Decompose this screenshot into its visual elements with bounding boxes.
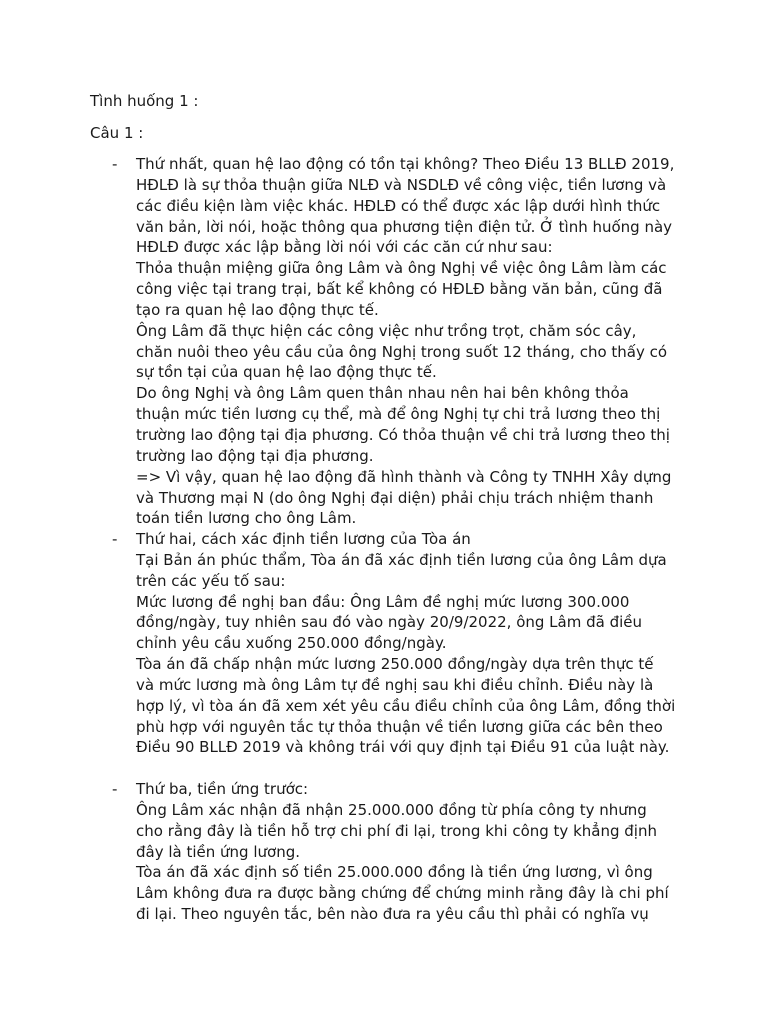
text-line: Lâm không đưa ra được bằng chứng để chứng minh rằng đây là chi phí [136, 884, 669, 903]
text-line: chỉnh yêu cầu xuống 250.000 đồng/ngày. [136, 634, 447, 653]
text-line: trường lao động tại địa phương. Có thỏa thuận về chi trả lương theo thị [136, 425, 670, 444]
bullet-text-first [136, 154, 676, 529]
text-line: và mức lương mà ông Lâm tự đề nghị sau khi điều chỉnh. Điều này là [136, 675, 654, 694]
text-line: phù hợp với nguyên tắc tự thỏa thuận về tiền lương giữa các bên theo [136, 717, 663, 736]
text-line: Tòa án đã chấp nhận mức lương 250.000 đồng/ngày dựa trên thực tế [136, 655, 654, 674]
text-line: đồng/ngày, tuy nhiên sau đó vào ngày 20/9/2022, ông Lâm đã điều [136, 613, 643, 632]
text-line: Mức lương đề nghị ban đầu: Ông Lâm đề nghị mức lương 300.000 [136, 592, 630, 611]
text-line: đi lại. Theo nguyên tắc, bên nào đưa ra yêu cầu thì phải có nghĩa vụ [136, 905, 649, 924]
text-line: Thứ nhất, quan hệ lao động có tồn tại không? Theo Điều 13 BLLĐ 2019, [136, 155, 675, 173]
text-line: Ông Lâm đã thực hiện các công việc như trồng trọt, chăm sóc cây, [136, 321, 637, 340]
text-line: Điều 90 BLLĐ 2019 và không trái với quy định tại Điều 91 của luật này. [136, 738, 670, 757]
text-line: thuận mức tiền lương cụ thể, mà để ông Nghị tự chi trả lương theo thị [136, 405, 661, 424]
text-line: tạo ra quan hệ lao động thực tế. [136, 300, 379, 319]
text-line: và Thương mại N (do ông Nghị đại diện) phải chịu trách nhiệm thanh [136, 488, 654, 507]
text-line: Ông Lâm xác nhận đã nhận 25.000.000 đồng từ phía công ty nhưng [136, 800, 647, 819]
text-line: đây là tiền ứng lương. [136, 842, 300, 861]
text-line: Tại Bản án phúc thẩm, Tòa án đã xác định tiền lương của ông Lâm dựa [136, 550, 667, 569]
text-line: trường lao động tại địa phương. [136, 446, 374, 465]
situation-heading: Tình huống 1 : [90, 92, 199, 110]
bullet-text-second [136, 529, 676, 758]
text-line: cho rằng đây là tiền hỗ trợ chi phí đi lại, trong khi công ty khẳng định [136, 821, 657, 840]
bullet-marker: - [112, 530, 118, 548]
text-line: Tòa án đã xác định số tiền 25.000.000 đồng là tiền ứng lương, vì ông [136, 863, 653, 882]
question-heading: Câu 1 : [90, 124, 144, 142]
text-line: hợp lý, vì tòa án đã xem xét yêu cầu điều chỉnh của ông Lâm, đồng thời [136, 696, 676, 715]
text-line: => Vì vậy, quan hệ lao động đã hình thành và Công ty TNHH Xây dựng [136, 467, 672, 486]
bullet-text-third [136, 779, 676, 925]
text-line: công việc tại trang trại, bất kể không có HĐLĐ bằng văn bản, cũng đã [136, 280, 663, 299]
text-line: Thỏa thuận miệng giữa ông Lâm và ông Nghị về việc ông Lâm làm các [136, 259, 667, 278]
text-line: văn bản, lời nói, hoặc thông qua phương tiện điện tử. Ở tình huống này [136, 217, 673, 236]
bullet-marker: - [112, 780, 118, 798]
text-line: sự tồn tại của quan hệ lao động thực tế. [136, 363, 437, 382]
text-line: chăn nuôi theo yêu cầu của ông Nghị trong suốt 12 tháng, cho thấy có [136, 342, 668, 361]
text-line: Thứ hai, cách xác định tiền lương của Tòa án [136, 530, 471, 548]
text-line: các điều kiện làm việc khác. HĐLĐ có thể được xác lập dưới hình thức [136, 196, 661, 215]
text-line: toán tiền lương cho ông Lâm. [136, 509, 357, 528]
text-line: Do ông Nghị và ông Lâm quen thân nhau nên hai bên không thỏa [136, 384, 629, 403]
text-line: HĐLĐ là sự thỏa thuận giữa NLĐ và NSDLĐ về công việc, tiền lương và [136, 175, 667, 194]
bullet-marker: - [112, 155, 118, 173]
text-line: HĐLĐ được xác lập bằng lời nói với các căn cứ như sau: [136, 238, 553, 257]
text-line: Thứ ba, tiền ứng trước: [136, 780, 309, 798]
text-line: trên các yếu tố sau: [136, 571, 286, 590]
